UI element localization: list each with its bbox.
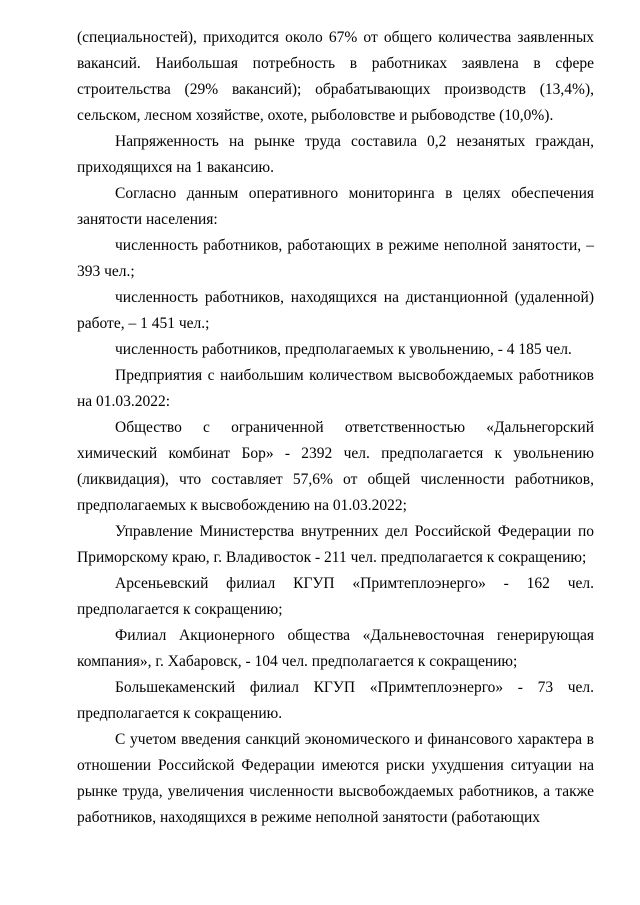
- paragraph-planned-dismissals: численность работников, предполагаемых к увольнению, - 4 185 чел.: [115, 341, 572, 358]
- paragraph-enterprise-bor: Общество с ограниченной ответственностью «Дальнегорский химический комбинат Бор» - 2392 чел. предполагается к увольнению (ликвидация), что составляет 57,6% от общей численности работников, предполагаемых к высвобождению на 01.03.2022;: [77, 419, 594, 514]
- paragraph-monitoring-intro: Согласно данным оперативного мониторинга в целях обеспечения занятости населения:: [77, 185, 594, 228]
- paragraph-vacancy-structure: (специальностей), приходится около 67% от общего количества заявленных вакансий. Наибольшая потребность в работниках заявлена в сфере строительства (29% вакансий); обрабатывающих производств (13,4%), сельском, лесном хозяйстве, охоте, рыболовстве и рыбоводстве (10,0%).: [77, 29, 594, 124]
- paragraph-enterprise-arsenyev: Арсеньевский филиал КГУП «Примтеплоэнерго» - 162 чел. предполагается к сокращению;: [77, 575, 594, 618]
- paragraph-enterprise-bolshoy-kamen: Большекаменский филиал КГУП «Примтеплоэнерго» - 73 чел. предполагается к сокращению.: [77, 679, 594, 722]
- paragraph-enterprise-dgk: Филиал Акционерного общества «Дальневосточная генерирующая компания», г. Хабаровск, - 104 чел. предполагается к сокращению;: [77, 627, 594, 670]
- paragraph-part-time-workers: численность работников, работающих в режиме неполной занятости, – 393 чел.;: [77, 237, 594, 280]
- paragraph-sanctions-risks: С учетом введения санкций экономического и финансового характера в отношении Российской Федерации имеются риски ухудшения ситуации на рынке труда, увеличения численности высвобождаемых работников, а также работников, находящихся в режиме неполной занятости (работающих: [77, 731, 594, 826]
- paragraph-labor-market-tension: Напряженность на рынке труда составила 0,2 незанятых граждан, приходящихся на 1 вакансию.: [77, 133, 594, 176]
- paragraph-remote-workers: численность работников, находящихся на дистанционной (удаленной) работе, – 1 451 чел.;: [77, 289, 594, 332]
- paragraph-enterprise-mvd: Управление Министерства внутренних дел Российской Федерации по Приморскому краю, г. Владивосток - 211 чел. предполагается к сокращению;: [77, 523, 594, 566]
- paragraph-enterprises-intro: Предприятия с наибольшим количеством высвобождаемых работников на 01.03.2022:: [77, 367, 594, 410]
- document-body: [77, 25, 594, 831]
